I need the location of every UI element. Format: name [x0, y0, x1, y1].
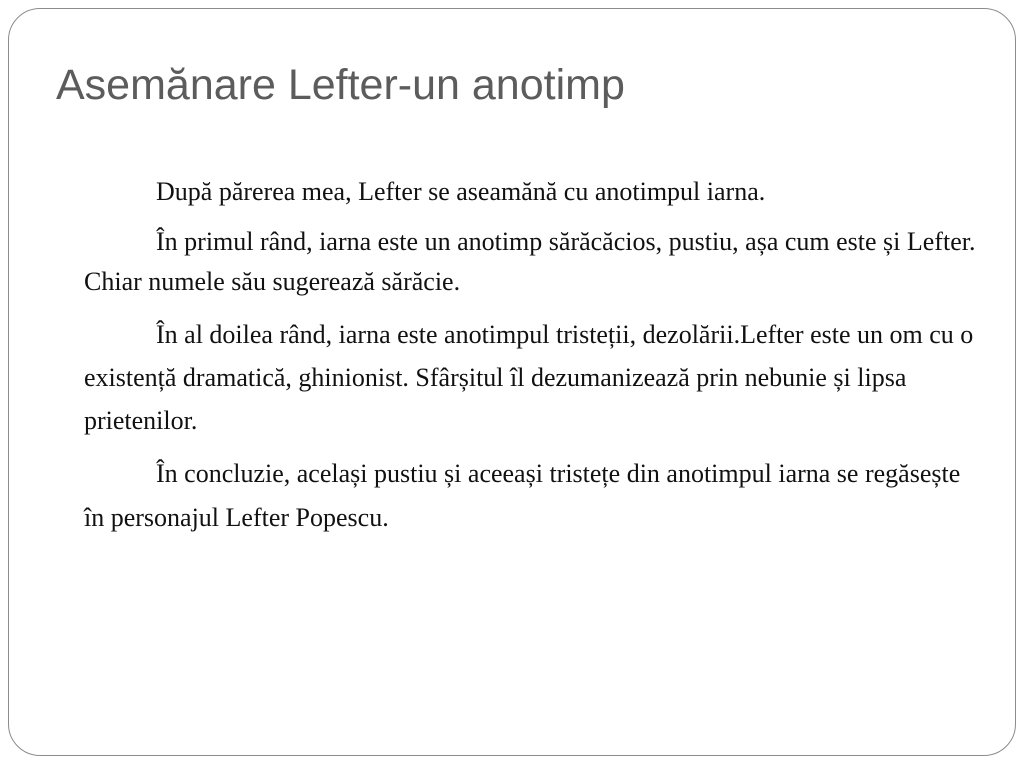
- paragraph-second-argument: În al doilea rând, iarna este anotimpul tristeții, dezolării.Lefter este un om cu o existență dramatică, ghinionist. Sfârșitul îl dezumanizează prin nebunie și lipsa prietenilor.: [84, 320, 974, 435]
- slide-title: Asemănare Lefter-un anotimp: [56, 61, 625, 109]
- paragraph-opinion: După părerea mea, Lefter se aseamănă cu anotimpul iarna.: [156, 177, 766, 206]
- paragraph-first-argument: În primul rând, iarna este un anotimp sărăcăcios, pustiu, așa cum este și Lefter. Chiar numele său sugerează sărăcie.: [84, 227, 976, 296]
- paragraph-conclusion: În concluzie, același pustiu și aceeași tristețe din anotimpul iarna se regăsește în personajul Lefter Popescu.: [84, 459, 961, 532]
- slide-card: [8, 8, 1016, 756]
- slide-body: [84, 169, 984, 540]
